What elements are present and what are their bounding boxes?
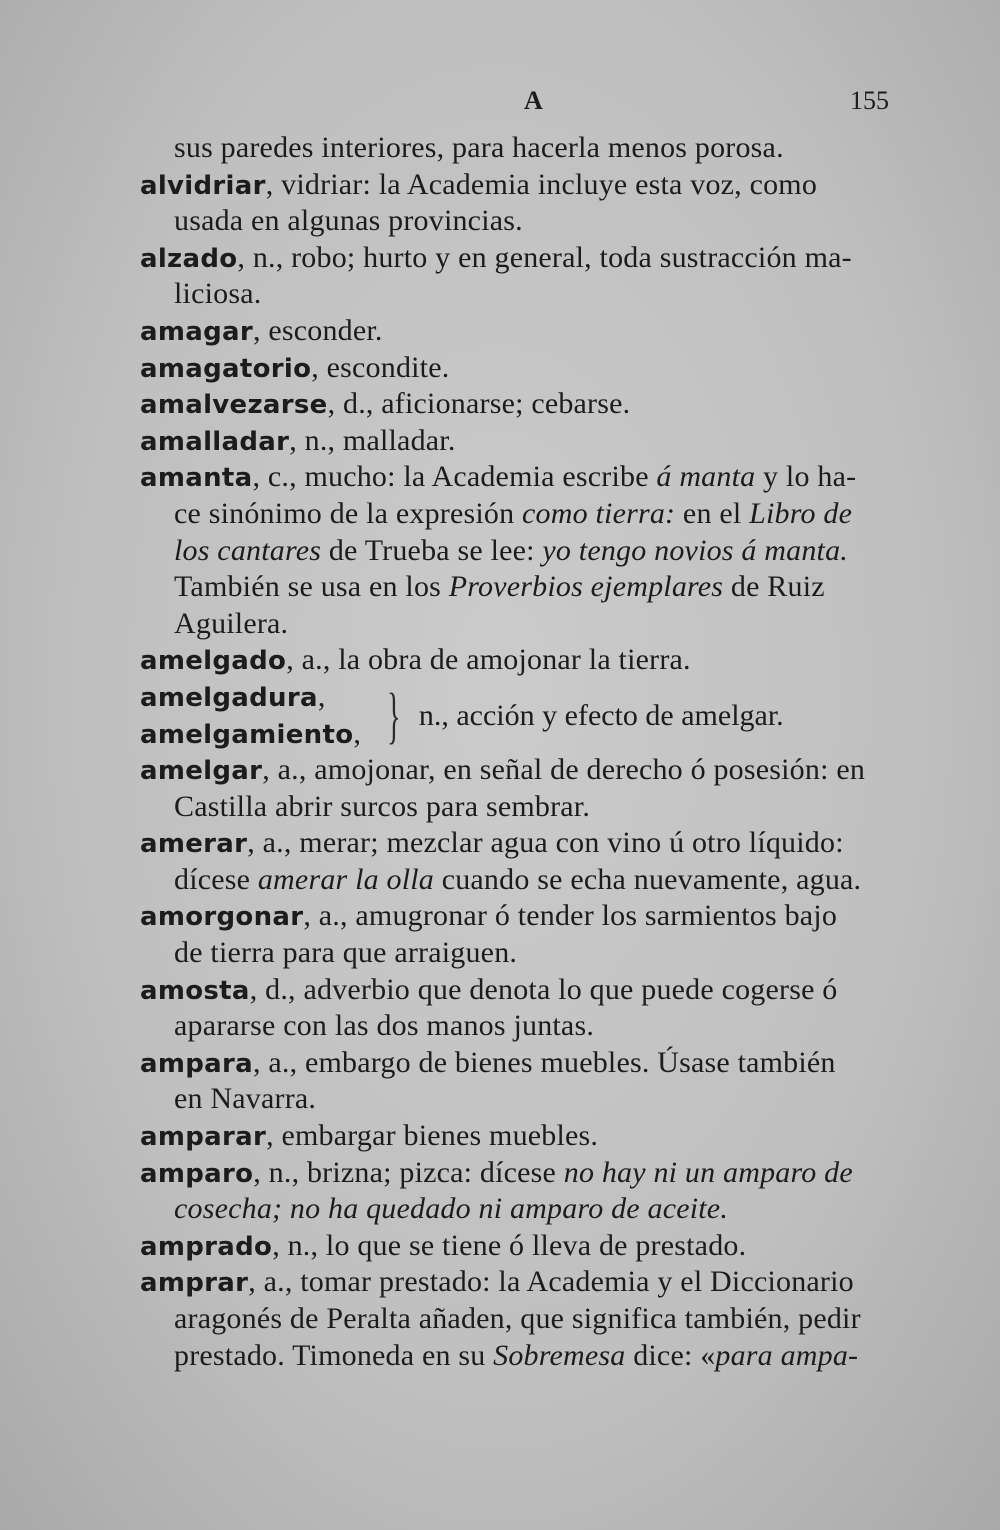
headword: amelgado — [140, 646, 287, 677]
text-line: los cantares de Trueba se lee: yo tengo novios á manta. — [174, 533, 848, 567]
entry-amelgadura-amelgamiento — [140, 679, 930, 752]
headword: amparar — [140, 1122, 267, 1153]
headword: amprado — [140, 1231, 273, 1262]
headword: amparo — [140, 1158, 254, 1189]
shared-definition: n., acción y efecto de amelgar. — [418, 698, 784, 732]
headword: amagar — [140, 316, 253, 347]
entry-amparo: amparo, n., brizna; pizca: dícese no hay ni un amparo de — [140, 1155, 853, 1189]
text-line: apararse con las dos manos juntas. — [174, 1009, 595, 1043]
headword: amelgamiento — [140, 719, 354, 750]
headword: amalvezarse — [140, 390, 328, 421]
text-line: Aguilera. — [174, 606, 289, 640]
entry-amagar: amagar, esconder. — [140, 313, 383, 347]
text-line: cosecha; no ha quedado ni amparo de aceite. — [174, 1192, 729, 1226]
headword: amalladar — [140, 426, 290, 457]
headword: alzado — [140, 243, 238, 274]
headword: amanta — [140, 463, 253, 494]
headword: amosta — [140, 975, 250, 1006]
headword: amelgar — [140, 756, 263, 787]
entry-amprar: amprar, a., tomar prestado: la Academia y el Diccionario — [140, 1265, 854, 1299]
entry-amalvezarse: amalvezarse, d., aficionarse; cebarse. — [140, 387, 631, 421]
entry-amalladar: amalladar, n., malladar. — [140, 423, 456, 457]
entry-amelgar: amelgar, a., amojonar, en señal de derecho ó posesión: en — [140, 753, 866, 787]
headword: ampara — [140, 1048, 253, 1079]
entry-amerar: amerar, a., merar; mezclar agua con vino ú otro líquido: — [140, 826, 844, 860]
text-line: usada en algunas provincias. — [174, 204, 523, 238]
brace-icon: } — [387, 681, 401, 750]
entry-amanta: amanta, c., mucho: la Academia escribe á manta y lo ha- — [140, 460, 857, 494]
text-line: sus paredes interiores, para hacerla menos porosa. — [174, 131, 784, 164]
text-line: en Navarra. — [174, 1082, 317, 1116]
entry-amelgado: amelgado, a., la obra de amojonar la tierra. — [140, 643, 691, 677]
page-number: 155 — [850, 86, 889, 115]
text-line: dícese amerar la olla cuando se echa nuevamente, agua. — [174, 862, 862, 896]
headword-group: amelgadura, amelgamiento, — [140, 679, 362, 750]
entry-ampara: ampara, a., embargo de bienes muebles. Úsase también — [140, 1045, 836, 1079]
running-header — [0, 86, 1000, 126]
text-line: prestado. Timoneda en su Sobremesa dice: «para ampa- — [174, 1338, 859, 1372]
text-line: Castilla abrir surcos para sembrar. — [174, 789, 591, 823]
entry-amparar: amparar, embargar bienes muebles. — [140, 1119, 599, 1153]
entry-amprado: amprado, n., lo que se tiene ó lleva de prestado. — [140, 1228, 747, 1262]
entry-alvidriar: alvidriar, vidriar: la Academia incluye esta voz, como — [140, 167, 818, 201]
entry-alzado: alzado, n., robo; hurto y en general, toda sustracción ma- — [140, 240, 852, 274]
entry-amagatorio: amagatorio, escondite. — [140, 350, 450, 384]
entry-amorgonar: amorgonar, a., amugronar ó tender los sarmientos bajo — [140, 899, 838, 933]
section-letter: A — [524, 86, 543, 115]
text-line: ce sinónimo de la expresión como tierra: en el Libro de — [174, 496, 853, 530]
dictionary-text — [140, 130, 930, 1374]
headword: amorgonar — [140, 902, 304, 933]
headword: amprar — [140, 1268, 249, 1299]
text-line: de tierra para que arraiguen. — [174, 936, 518, 970]
text-line: También se usa en los Proverbios ejemplares de Ruiz — [174, 570, 825, 604]
headword: amagatorio — [140, 353, 312, 384]
headword: amelgadura — [140, 682, 318, 713]
text-line: liciosa. — [174, 277, 262, 311]
text-line: aragonés de Peralta añaden, que significa también, pedir — [174, 1302, 861, 1335]
headword: alvidriar — [140, 170, 266, 201]
headword: amerar — [140, 829, 248, 860]
entry-amosta: amosta, d., adverbio que denota lo que puede cogerse ó — [140, 972, 838, 1006]
